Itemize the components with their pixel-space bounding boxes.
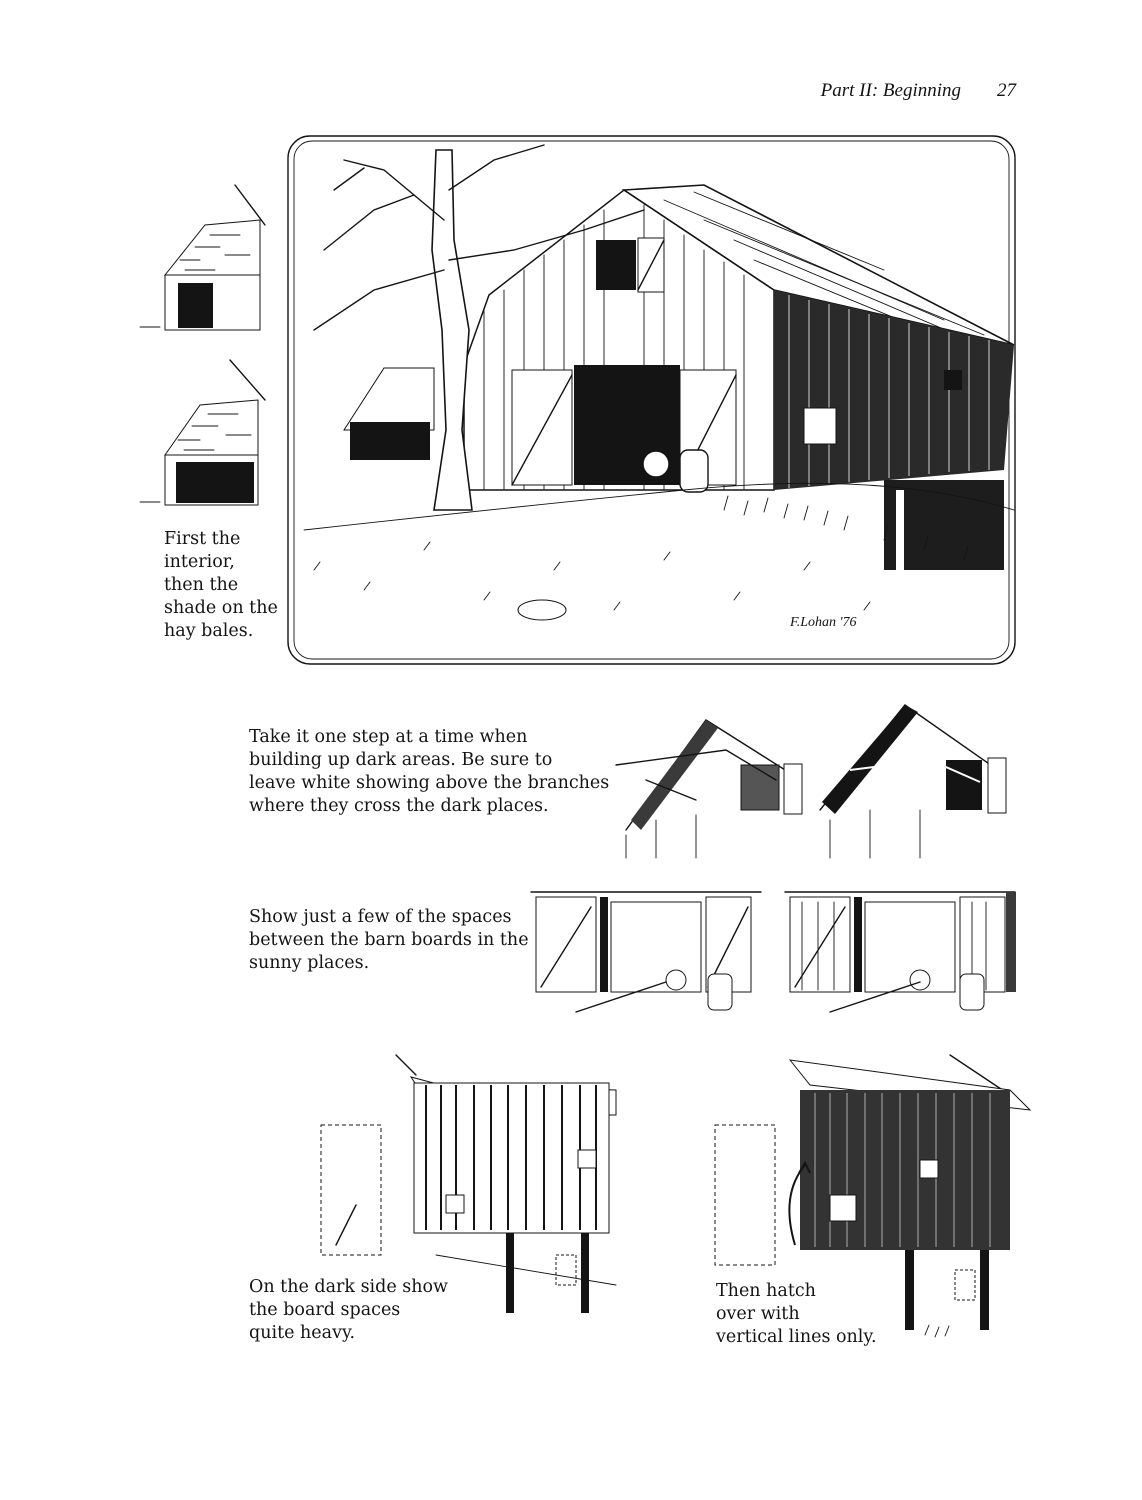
caption-hatch: Then hatch over with vertical lines only. bbox=[716, 1281, 877, 1347]
caption-dark-areas: Take it one step at a time when building up dark areas. Be sure to leave white showing above the branches where they cross the dark places. bbox=[249, 727, 610, 816]
caption-dark-side: On the dark side show the board spaces quite heavy. bbox=[249, 1277, 449, 1343]
barn-doors-sketch-2 bbox=[770, 882, 1020, 1022]
branch-sketch-step1 bbox=[606, 690, 806, 860]
caption-interior-shade: First the interior, then the shade on the hay bales. bbox=[164, 529, 278, 641]
main-barn-illustration bbox=[284, 130, 1020, 668]
shed-sketch-interior bbox=[140, 185, 270, 335]
branch-sketch-step2 bbox=[810, 690, 1010, 860]
artist-signature: F.Lohan '76 bbox=[790, 615, 857, 630]
running-header bbox=[821, 80, 1016, 102]
barn-doors-sketch-1 bbox=[516, 882, 766, 1022]
section-title: Part II: Beginning bbox=[820, 80, 961, 101]
page-number: 27 bbox=[997, 80, 1016, 101]
caption-barn-boards: Show just a few of the spaces between the barn boards in the sunny places. bbox=[249, 907, 529, 973]
shed-sketch-shaded bbox=[140, 360, 270, 510]
